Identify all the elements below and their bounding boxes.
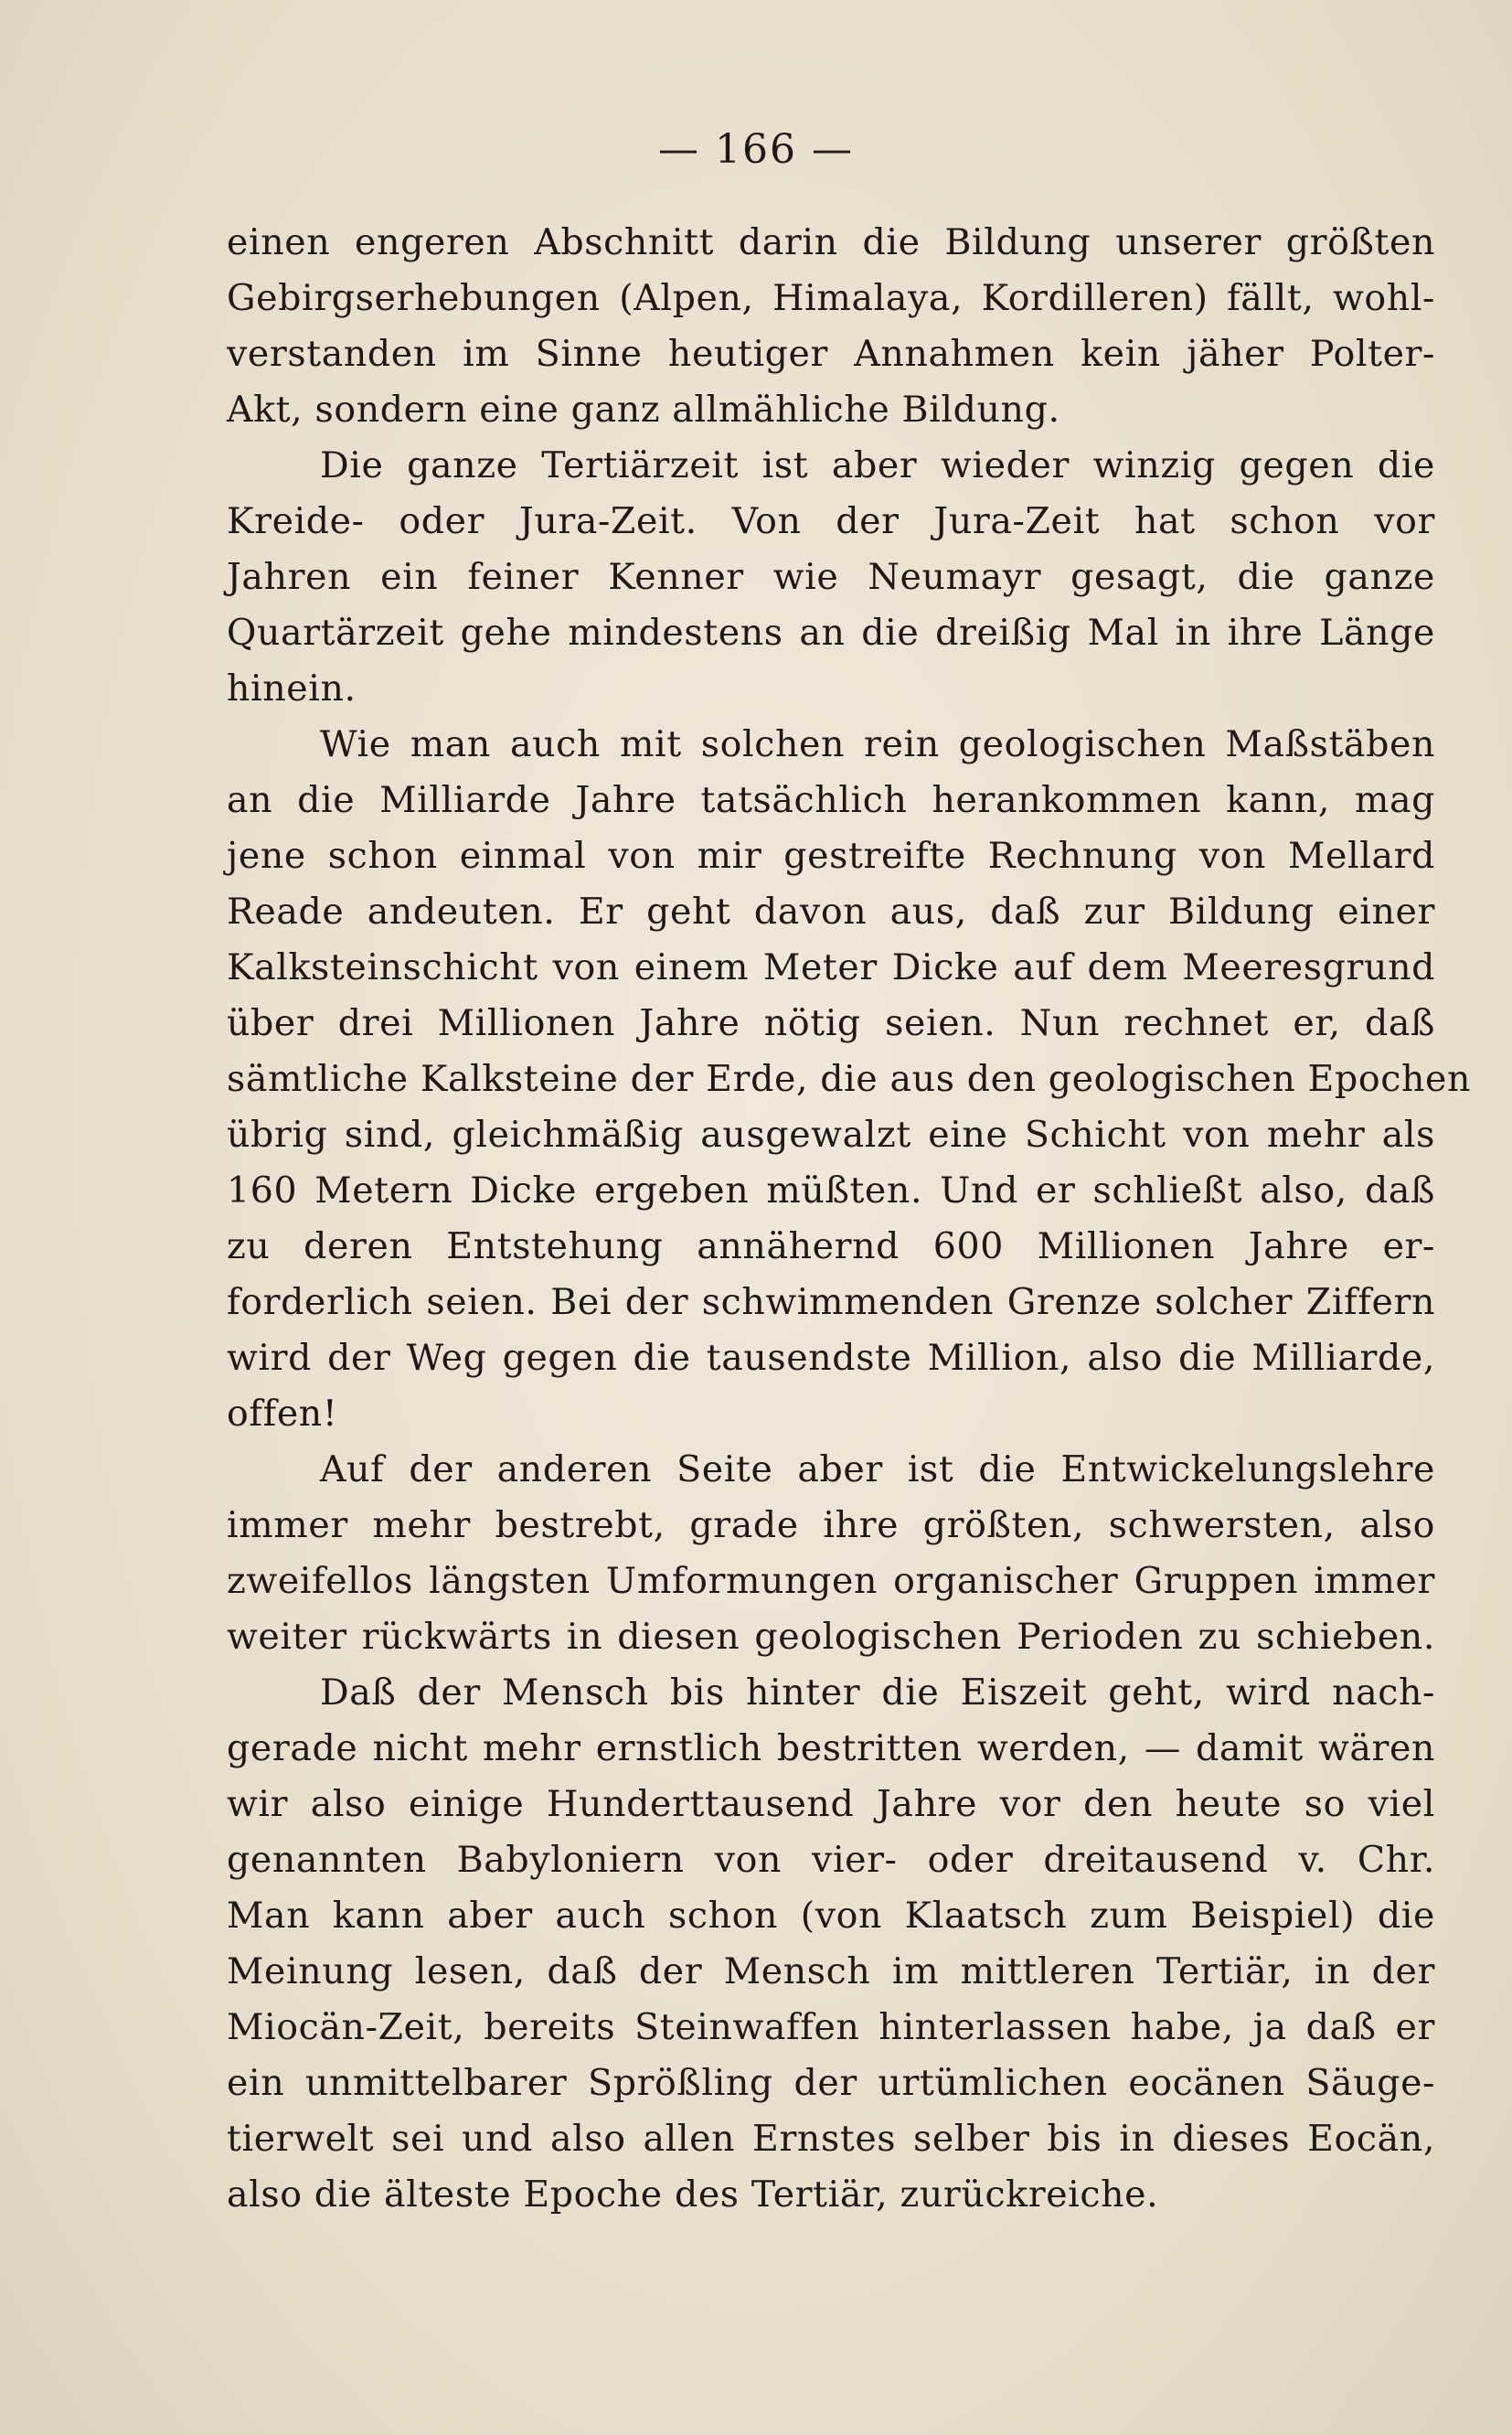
text-line: Miocän-Zeit, bereits Steinwaffen hinterlassen habe, ja daß er — [227, 2006, 1435, 2048]
text-line: forderlich seien. Bei der schwimmenden Grenze solcher Ziffern — [227, 1281, 1435, 1323]
text-line: immer mehr bestrebt, grade ihre größten, schwersten, also — [227, 1504, 1435, 1546]
text-line: Meinung lesen, daß der Mensch im mittleren Tertiär, in der — [227, 1950, 1435, 1992]
text-line: Daß der Mensch bis hinter die Eiszeit geht, wird nach- — [320, 1671, 1435, 1714]
text-line: Man kann aber auch schon (von Klaatsch zum Beispiel) die — [227, 1895, 1435, 1937]
text-line: wir also einige Hunderttausend Jahre vor den heute so viel — [227, 1783, 1435, 1825]
text-line: über drei Millionen Jahre nötig seien. Nun rechnet er, daß — [227, 1002, 1435, 1044]
text-line: Reade andeuten. Er geht davon aus, daß zur Bildung einer — [227, 891, 1435, 933]
text-line: offen! — [227, 1393, 338, 1435]
text-line: zu deren Entstehung annähernd 600 Millionen Jahre er- — [227, 1225, 1435, 1267]
text-line: zweifellos längsten Umformungen organischer Gruppen immer — [227, 1560, 1435, 1602]
text-line: Gebirgserhebungen (Alpen, Himalaya, Kordilleren) fällt, wohl- — [227, 277, 1435, 319]
text-line: verstanden im Sinne heutiger Annahmen kein jäher Polter- — [227, 333, 1435, 375]
text-line: jene schon einmal von mir gestreifte Rechnung von Mellard — [227, 835, 1435, 877]
text-line: Die ganze Tertiärzeit ist aber wieder winzig gegen die — [320, 444, 1435, 486]
text-line: Kreide- oder Jura-Zeit. Von der Jura-Zeit hat schon vor — [227, 500, 1435, 542]
text-line: Auf der anderen Seite aber ist die Entwickelungslehre — [320, 1448, 1435, 1490]
text-line: Akt, sondern eine ganz allmähliche Bildung. — [227, 389, 1060, 431]
text-line: übrig sind, gleichmäßig ausgewalzt eine Schicht von mehr als — [227, 1114, 1435, 1156]
text-line: ein unmittelbarer Sprößling der urtümlichen eocänen Säuge- — [227, 2062, 1435, 2104]
text-line: gerade nicht mehr ernstlich bestritten werden, — damit wären — [227, 1727, 1435, 1769]
text-line: Kalksteinschicht von einem Meter Dicke auf dem Meeresgrund — [227, 946, 1435, 988]
text-line: an die Milliarde Jahre tatsächlich herankommen kann, mag — [227, 779, 1435, 821]
text-line: wird der Weg gegen die tausendste Million, also die Milliarde, — [227, 1337, 1435, 1379]
page-text-body — [227, 215, 1472, 2223]
text-line: 160 Metern Dicke ergeben müßten. Und er schließt also, daß — [227, 1169, 1435, 1212]
text-line: also die älteste Epoche des Tertiär, zurückreiche. — [227, 2173, 1159, 2216]
text-line: tierwelt sei und also allen Ernstes selber bis in dieses Eocän, — [227, 2118, 1435, 2160]
text-line: einen engeren Abschnitt darin die Bildung unserer größten — [227, 221, 1435, 263]
text-line: sämtliche Kalksteine der Erde, die aus den geologischen Epochen — [227, 1058, 1472, 1100]
text-line: Quartärzeit gehe mindestens an die dreißig Mal in ihre Länge — [227, 612, 1435, 654]
text-line: Wie man auch mit solchen rein geologischen Maßstäben — [320, 723, 1435, 765]
text-line: hinein. — [227, 667, 357, 710]
text-line: weiter rückwärts in diesen geologischen Perioden zu schieben. — [227, 1616, 1435, 1658]
text-line: genannten Babyloniern von vier- oder dreitausend v. Chr. — [227, 1839, 1435, 1881]
text-line: Jahren ein feiner Kenner wie Neumayr gesagt, die ganze — [227, 556, 1435, 598]
page-number: — 166 — — [658, 126, 854, 173]
